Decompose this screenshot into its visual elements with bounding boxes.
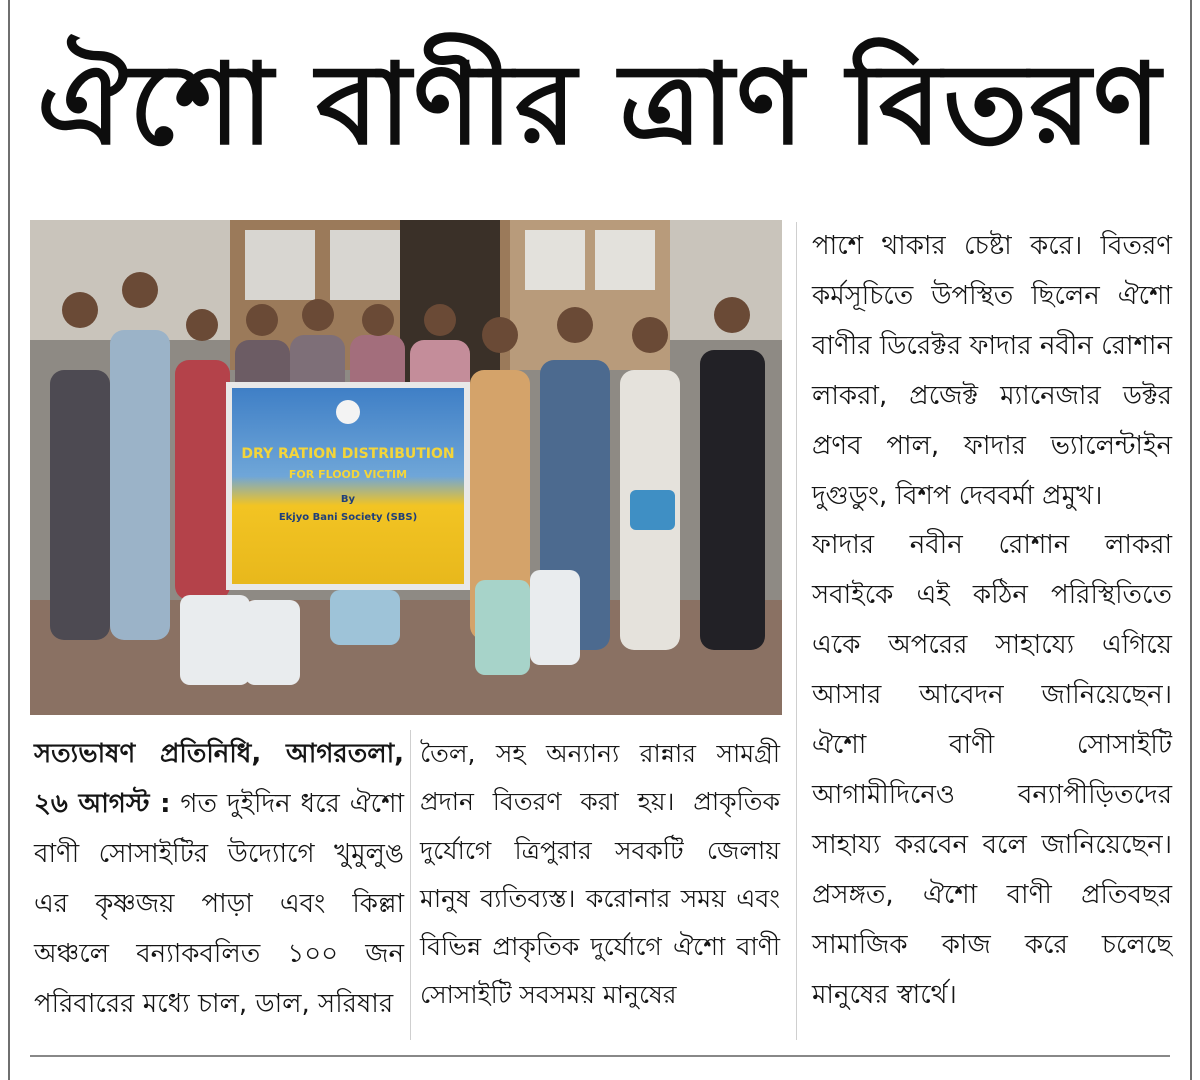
bottom-rule (30, 1055, 1170, 1057)
column-divider (796, 222, 797, 1040)
headline: ঐশো বাণীর ত্রাণ বিতরণ (37, 40, 1163, 170)
article-text: তৈল, সহ অন্যান্য রান্নার সামগ্রী প্রদান বিতরণ করা হয়। প্রাকৃতিক দুর্যোগে ত্রিপুরার সবকটি জেলায় মানুষ ব্যতিব্যস্ত। করোনার সময় এবং বিভিন্ন প্রাকৃতিক দুর্যোগে ঐশো বাণী সোসাইটি সবসময় মানুষের (420, 739, 780, 1010)
column-divider (410, 730, 411, 1040)
page-border-right (1190, 0, 1192, 1080)
banner-line2: FOR FLOOD VICTIM (288, 468, 408, 481)
byline: সত্যভাষণ প্রতিনিধি, আগরতলা, (34, 739, 404, 769)
article-text: গত দুইদিন ধরে ঐশো বাণী সোসাইটির উদ্যোগে খুমুলুঙ এর কৃষ্ণজয় পাড়া এবং কিল্লা অঞ্চলে বন্যাকবলিত ১০০ জন পরিবারের মধ্যে চাল, ডাল, সরিষার (34, 788, 405, 1019)
dateline: ২৬ আগস্ট : (34, 788, 171, 819)
page-border-left (8, 0, 10, 1080)
article-column-3 (812, 222, 1172, 1021)
article-text: ফাদার নবীন রোশান লাকরা সবাইকে এই কঠিন পরিস্থিতিতে একে অপরের সাহায্যে এগিয়ে আসার আবেদন জানিয়েছেন। ঐশো বাণী সোসাইটি আগামীদিনেও বন্যাপীড়িতদের সাহায্য করবেন বলে জানিয়েছেন। প্রসঙ্গত, ঐশো বাণী প্রতিবছর সামাজিক কাজ করে চলেছে মানুষের স্বার্থে। (812, 530, 1172, 1010)
article-column-2 (420, 730, 780, 1020)
article-text: পাশে থাকার চেষ্টা করে। বিতরণ কর্মসূচিতে উপস্থিত ছিলেন ঐশো বাণীর ডিরেক্টর ফাদার নবীন রোশান লাকরা, প্রজেক্ট ম্যানেজার ডক্টর প্রণব পাল, ফাদার ভ্যালেন্টাইন দুগুডুং, বিশপ দেববর্মা প্রমুখ। (812, 231, 1172, 511)
banner-line3: By (340, 494, 356, 505)
news-photo (30, 220, 782, 715)
banner-line1: DRY RATION DISTRIBUTION (241, 446, 455, 462)
banner-line4: Ekjyo Bani Society (SBS) (278, 512, 418, 523)
article-column-1 (34, 730, 404, 1029)
